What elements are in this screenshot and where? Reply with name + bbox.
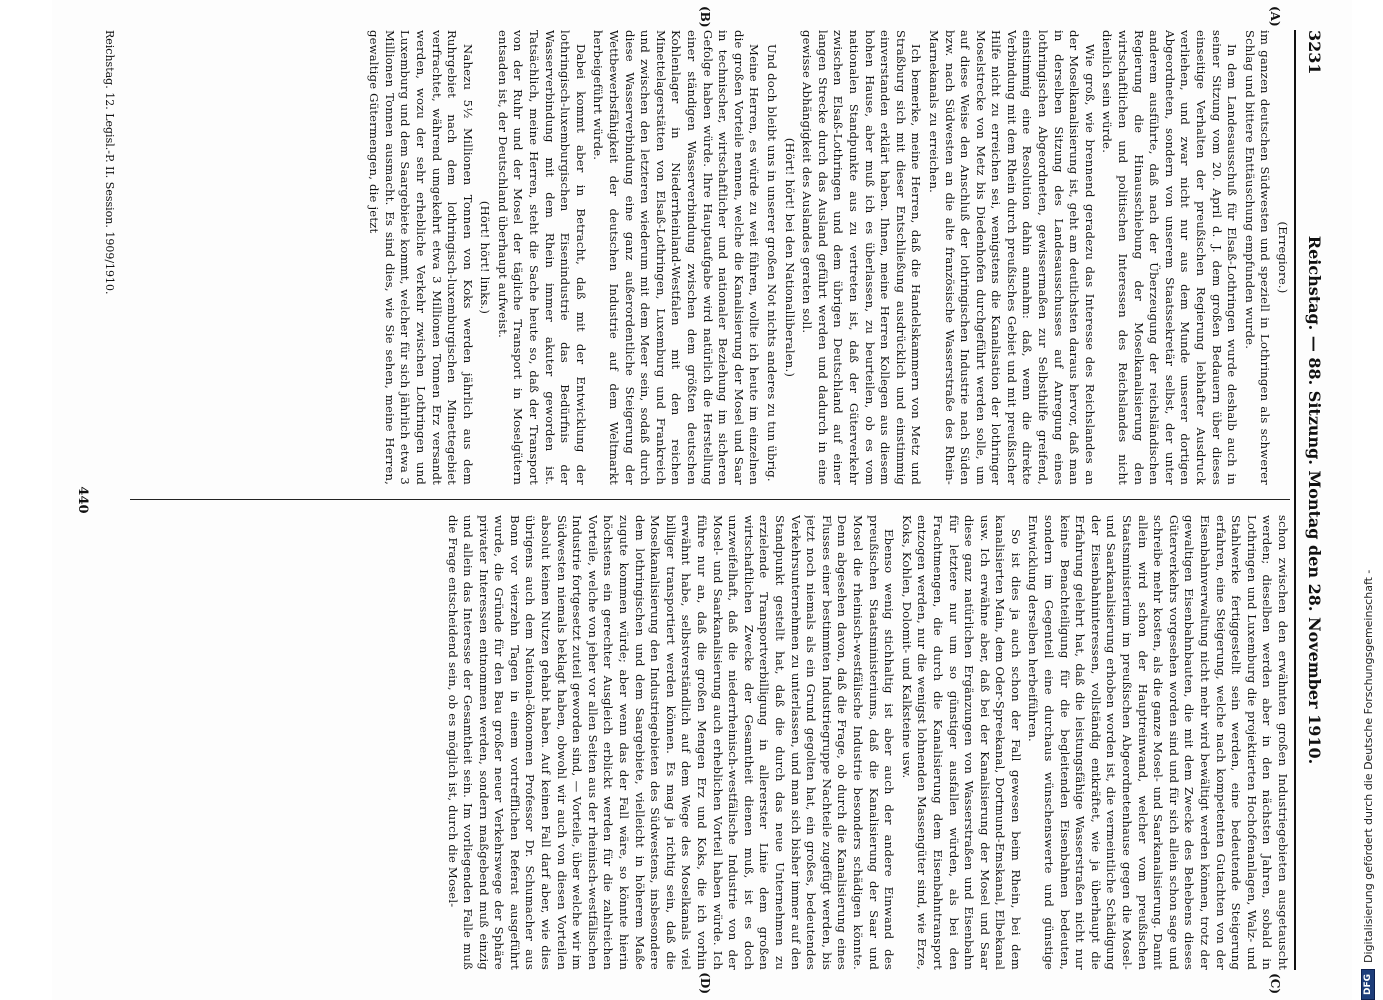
header-left: 3231 bbox=[1305, 30, 1324, 75]
header-rule bbox=[1294, 30, 1296, 970]
paragraph: So ist dies ja auch schon der Fall gewesen beim Rhein, bei dem kanalisierten Main, dem Oder-Spreekanal, Dortmund-Emskanal, Elbekanal usw. Ich erwähne aber, daß bei der Kanalisierung der Mosel und Saar diese ganz natürlichen Ergänzungen von Wasserstraßen und Eisenbahn für letztere nur um so günstiger ausfallen würden, als bei den Frachtmengen, die durch die Kanalisierung dem Eisenbahntransport entzogen werden, nur die wenigst lohnenden Massengüter sind, wie Erze, Koks, Kohlen, Dolomit- und Kalksteine usw. bbox=[899, 515, 1023, 970]
column-divider bbox=[130, 499, 1290, 500]
page-header bbox=[1298, 30, 1324, 970]
text-column-right bbox=[120, 515, 1290, 970]
speaker-name: (Erregiore.) bbox=[1276, 221, 1290, 294]
paragraph: Ich bemerke, meine Herren, daß die Handelskammern von Metz und Straßburg sich mit dieser Entschließung ausdrücklich und einstimmig einverstanden erklärt haben. Ihnen, meine Herren Kollegen aus diesem hohen Hause, aber muß ich es überlassen, zu beurteilen, ob es vom nationalen Standpunkte aus zu vertreten ist, daß der Güterverkehr zwischen Elsaß-Lothringen und dem übrigen Deutschland auf einer langen Strecke durch das Ausland geführt werden und dadurch in eine gewisse Abhängigkeit des Auslandes geraten soll. bbox=[800, 30, 924, 485]
paragraph: schon zwischen den erwähnten großen Industriegebieten ausgetauscht werden; dieselben werden aber in den nächsten Jahren, sobald in Lothringen und Luxemburg die projektierten Hochofenanlagen, Walz- und Stahlwerke fertiggestellt sein werden, eine bedeutende Steigerung erfahren, eine Steigerung, welche nach kompetenten Gutachten von der Eisenbahnverwaltung nicht mehr wird bewältigt werden können, trotz der gewaltigen Eisenbahnbauten, die mit dem Zwecke des Behebens dieses Güterverkehrs vorgesehen worden sind und für sich allein schon sage und schreibe mehr kosten, als die ganze Mosel- und Saarkanalisierung. Damit allein wird schon der Hauptreinwand, welcher vom preußischen Staatsministerium im preußischen Abgeordnetenhause gegen die Mosel- und Saarkanalisierung erhoben worden ist, die vermeintliche Schädigung der Eisenbahninteressen, vollständig entkräftet, wie ja überhaupt die Erfahrung gelehrt hat, daß die leistungsfähige Wasserstraßen nicht nur keine Benachteiligung für die begleitenden Eisenbahnen bedeuten, sondern im Gegenteil eine durchaus wünschenswerte und günstige Entwicklung derselben herbeiführen. bbox=[1026, 515, 1290, 970]
paragraph: im ganzen deutschen Südwesten und speziell in Lothringen als schwerer Schlag und bittere Enttäuschung empfunden wurde. bbox=[1242, 30, 1273, 485]
margin-marker-a: (A) bbox=[1268, 6, 1282, 27]
dfg-attribution-text: Digitalisierung gefördert durch die Deutsche Forschungsgemeinschaft - bbox=[1361, 569, 1375, 963]
paragraph: Meine Herren, es würde zu weit führen, wollte ich heute im einzelnen die großen Vorteile nennen, welche die Kanalisierung der Mosel und Saar in technischer, wirtschaftlicher und nationaler Beziehung im sicheren Gefolge haben würde. Ihre Hauptaufgabe wird natürlich die Herstellung einer ständigen Wasserverbindung zwischen dem größten deutschen Kohlenlager in Niederrheinland-Westfalen mit den reichen Minettelagerstätten von Elsaß-Lothringen, Luxemburg und Frankreich und zwischen den letzteren wiederum mit dem Meer sein, sodaß durch diese Wasserverbindung eine ganz außerordentliche Steigerung der Wettbewerbsfähigkeit der deutschen Industrie auf dem Weltmarkt herbeigeführt würde. bbox=[591, 30, 762, 485]
margin-marker-d: (D) bbox=[698, 972, 712, 994]
interjection: (Hört! hört! links.) bbox=[478, 200, 493, 315]
paragraph: Dabei kommt aber in Betracht, daß mit der Entwicklung der lothringisch-luxemburgischen Eisenindustrie das Bedürfnis der Wasserverbindung mit dem Rhein immer akuter geworden ist. Tatsächlich, meine Herren, steht die Sache heute so, daß der Transport von der Ruhr und der Mosel der tägliche Transport in Moselgütern entsaden ist, der Deutschland überhaupt aufweist. bbox=[495, 30, 588, 485]
paragraph: In dem Landesausschuß für Elsaß-Lothringen wurde deshalb auch in seiner Sitzung vom 20. April d. J. dem großen Bedauern über dieses einseitige Verhalten der preußischen Regierung lebhafter Ausdruck verliehen, und zwar nicht nur aus dem Munde unserer dortigen Abgeordneten, sondern von unserem Staatssekretär selbst, der unter anderem ausführte, daß nach der Überzeugung der reichsländischen Regierung die Hinausschiebung der Moselkanalisierung den wirtschaftlichen und politischen Interessen des Reichslandes nicht dienlich sein würde. bbox=[1100, 30, 1240, 485]
paragraph: Nahezu 5½ Millionen Tonnen von Koks werden jährlich aus dem Ruhrgebiet nach dem lothringisch-luxemburgischen Minettegebiet verfrachtet, während umgekehrt etwa 3 Millionen Tonnen Erz versandt werden, wozu der sehr erhebliche Verkehr zwischen Lothringen und Luxemburg und dem Saargebiete kommt, welcher für sich jährlich etwa 3 Millionen Tonnen ausmacht. Es sind dies, wie Sie sehen, meine Herren, gewaltige Gütermengen, die jetzt bbox=[367, 30, 475, 485]
interjection: (Hört! hört! bei den Nationalliberalen.) bbox=[782, 137, 797, 378]
page-footer: Reichstag. 12. Legisl.-P. II. Session. 1909/1910. bbox=[103, 30, 116, 295]
margin-marker-b: (B) bbox=[698, 6, 712, 28]
dfg-attribution bbox=[1357, 0, 1379, 1000]
margin-marker-c: (C) bbox=[1268, 973, 1282, 994]
paragraph: Ebenso wenig stichhaltig ist aber auch der andere Einwand des preußischen Staatsministeriums, daß die Kanalisierung der Saar und Mosel die rheinisch-westfälische Industrie besonders schädigen könnte. Denn abgesehen davon, daß die Frage, ob durch die Kanalisierung eines Flusses einer bestimmten Industriegruppe Nachteile zugefügt werden, bis jetzt noch niemals als ein Grund gegolten hat, ein großes, bedeutendes Verkehrsunternehmen zu unterlassen, und man sich bisher immer auf den Standpunkt gestellt hat, daß die durch das neue Unternehmen zu erzielende Transportverbilligung in allererster Linie dem großen wirtschaftlichen Zwecke der Gesamtheit dienen muß, ist es doch unzweifelhaft, daß die niederrheinisch-westfälische Industrie von der Mosel- und Saarkanalisierung auch erheblichen Vorteil haben würde. Ich führe nur an, daß die großen Mengen Erz und Koks, die ich vorhin erwähnt habe, selbstverständlich auf dem Wege des Moselkanals viel billiger transportiert werden können. Es mag ja richtig sein, daß die Moselkanalisierung den Industriegebieten des Südwestens, insbesondere dem lothringischen und dem Saargebiete, vielleicht in höherem Maße zugute kommen würde; aber wenn das der Fall wäre, so könnte hierin höchstens ein gerechter Ausgleich erblickt werden für die zahlreichen Vorteile, welche von jeher vor allen Seiten aus der rheinisch-westfälischen Industrie fortgesetzt zuteil geworden sind, — Vorteile, über welche wir im Südwesten niemals beklagt haben, obwohl wir auch von diesen Vorteilen absolut keinen Nutzen gehabt haben. Auf keinen Fall darf aber, wie dies übrigens auch dem National-ökonomen Professor Dr. Schumacher aus Bonn vor vierzehn Tagen in einem vortrefflichen Referat ausgeführt wurde, die Gründe für den Bau großer neuer Verkehrswege der Sphäre privater Interessen entnommen werden, sondern maßgebend muß einzig und allein das Interesse der Gesamtheit sein. Im vorliegenden Falle muß die Frage entscheidend sein, ob es möglich ist, durch die Mosel- bbox=[445, 515, 897, 970]
header-title: Reichstag. — 88. Sitzung. Montag den 28. November 1910. bbox=[1305, 235, 1324, 765]
paragraph: Wie groß, wie brennend geradezu das Interesse des Reichslandes an der Moselkanalisierung ist, geht am deutlichsten daraus hervor, daß man in derselben Sitzung des Landesausschusses auf Anregung eines lothringischen Abgeordneten, gewissermaßen zur Selbsthilfe greifend, einstimmig eine Resolution dahin annahm: daß, wenn die direkte Verbindung mit dem Rhein durch preußisches Gebiet und mit preußischer Hilfe nicht zu erreichen sei, wenigstens die Kanalisation der lothringer Moselstrecke von Metz bis Diedenhofen durchgeführt werden solle, um auf diese Weise den Anschluß der lothringischen Industrie nach Süden bzw. nach Südwesten an die alte französische Wasserstraße des Rhein-Marnekanals zu erreichen. bbox=[926, 30, 1097, 485]
page-number: 440 bbox=[75, 486, 90, 514]
scanned-page bbox=[52, 0, 1352, 1000]
text-column-left bbox=[120, 30, 1290, 485]
dfg-logo: DFG bbox=[1361, 969, 1375, 1000]
paragraph: Und doch bleibt uns in unserer großen Not nichts anderes zu tun übrig. bbox=[765, 44, 779, 482]
